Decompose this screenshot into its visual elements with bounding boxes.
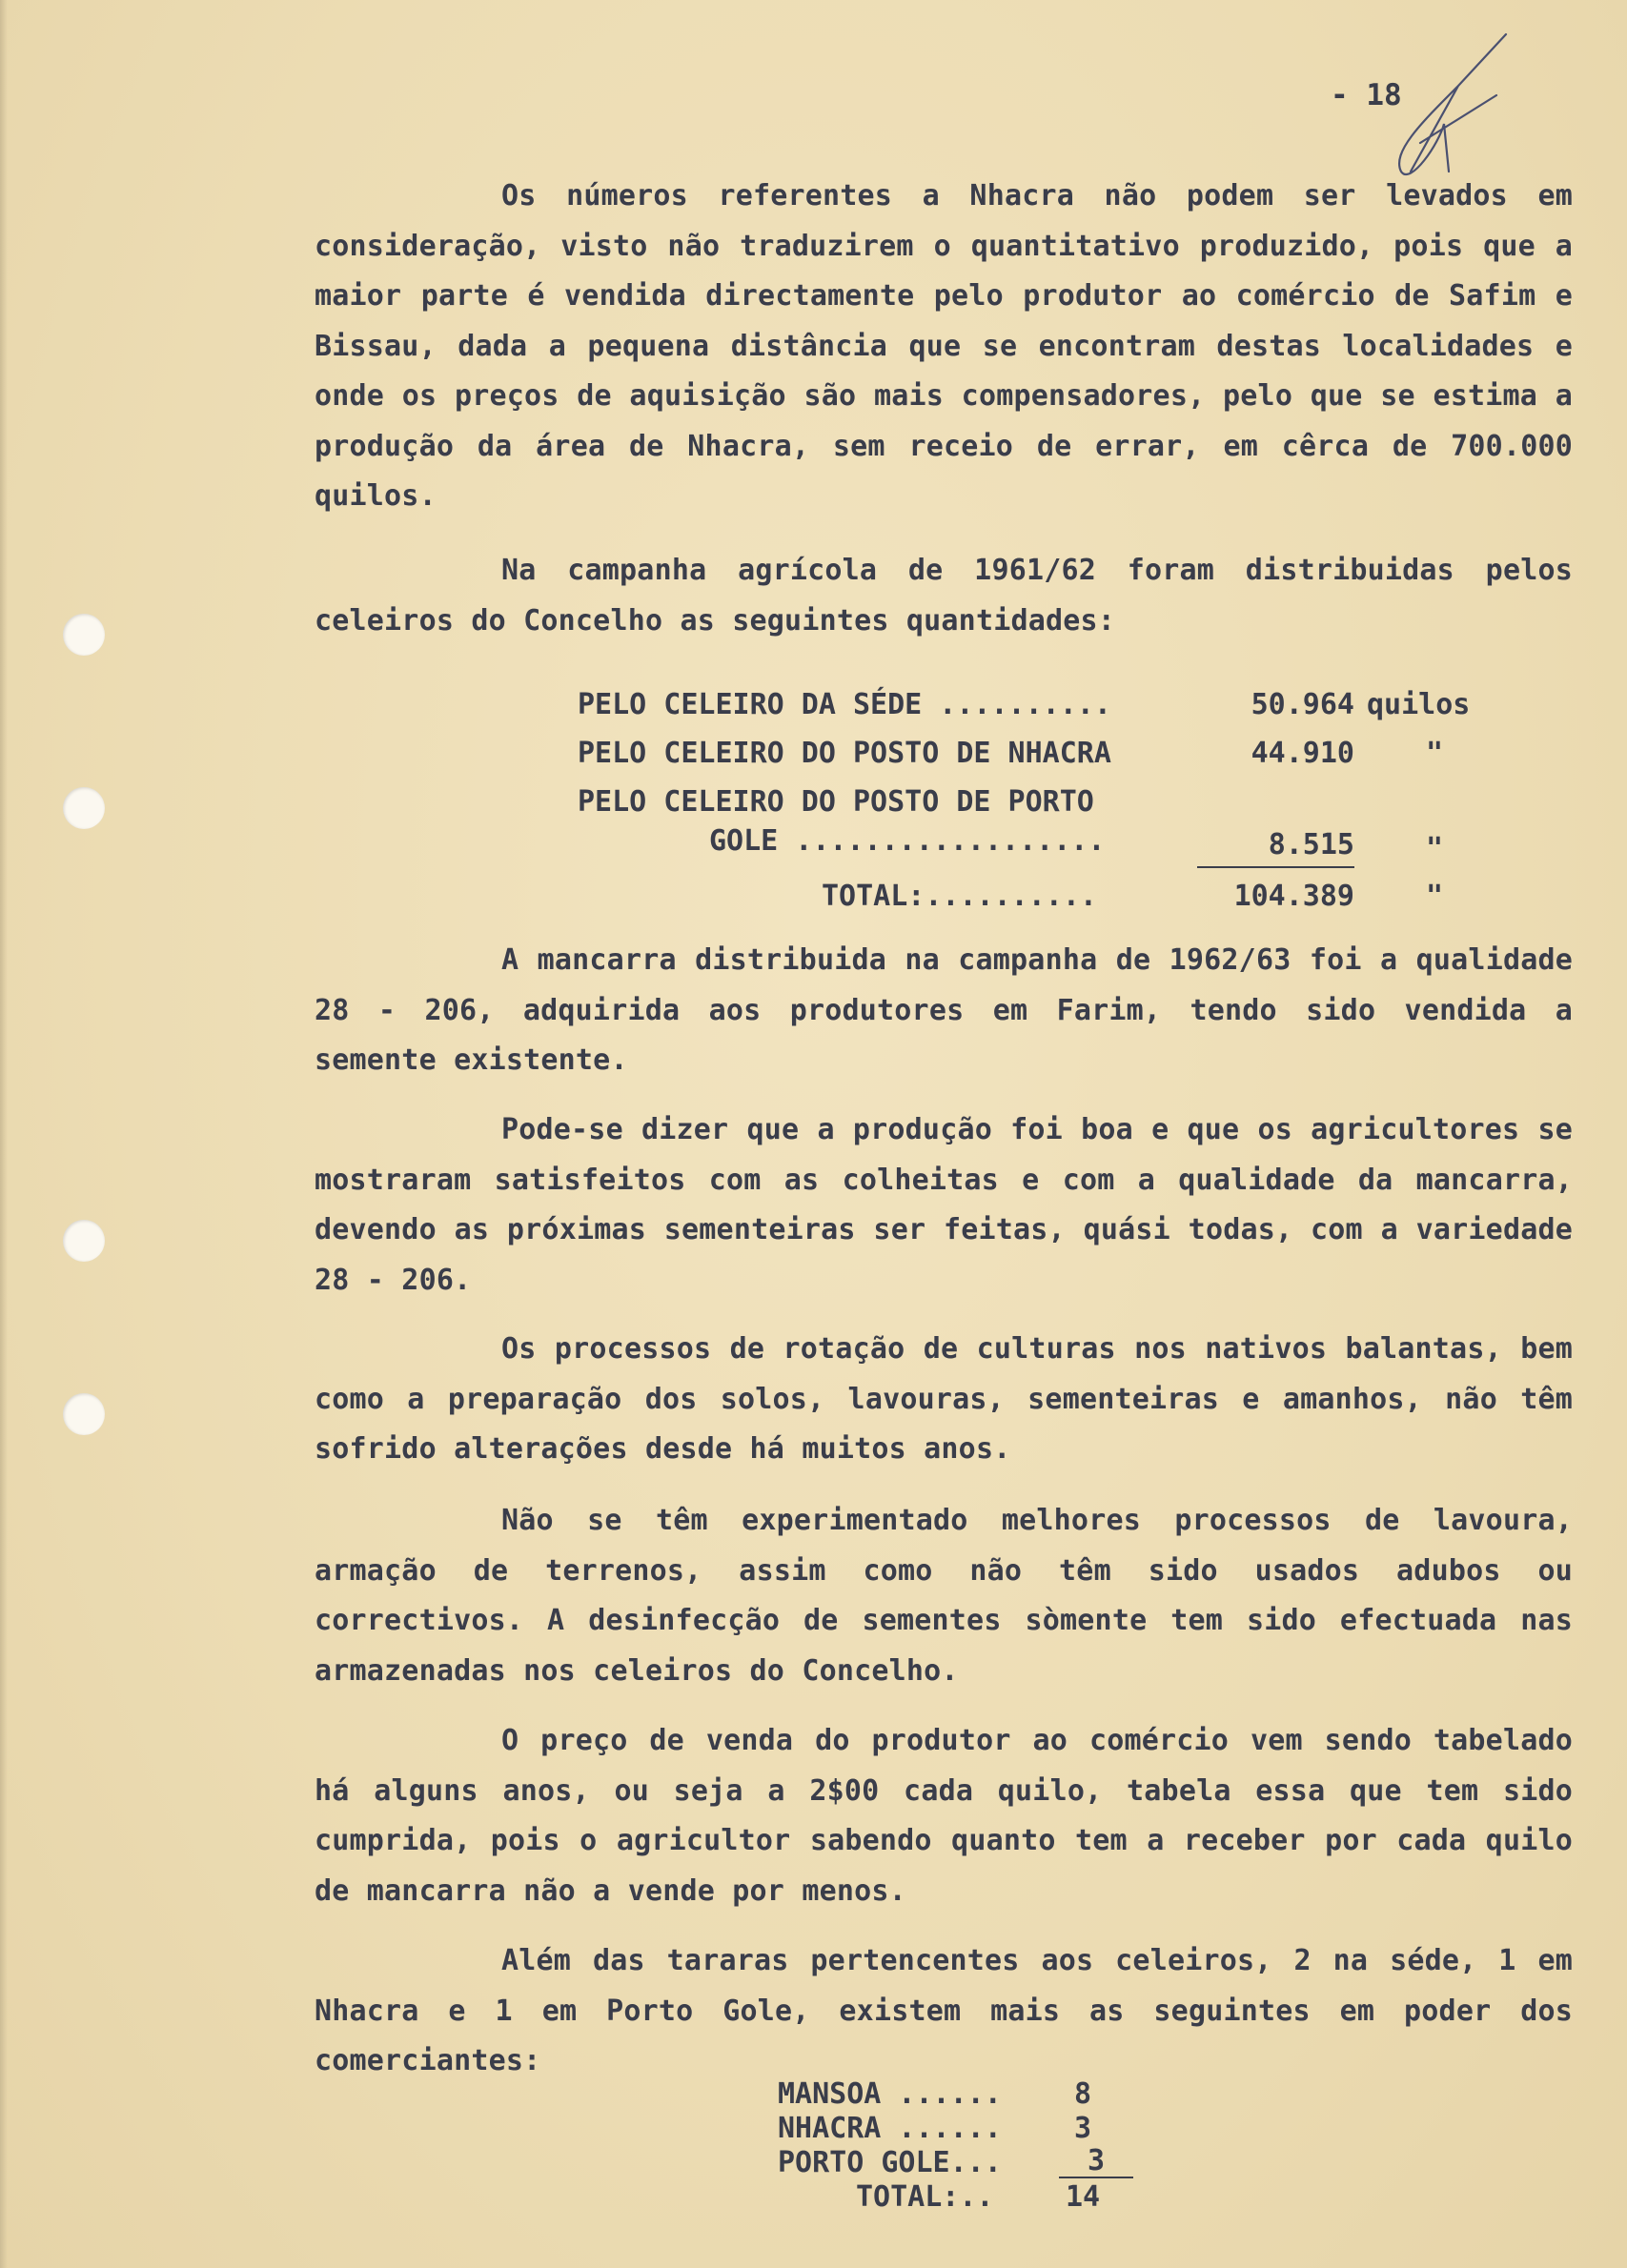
page-number: - 18 bbox=[1331, 78, 1402, 112]
paragraph-7: O preço de venda do produtor ao comércio vem sendo tabelado há alguns anos, ou seja a 2$00 cada quilo, tabela essa que tem sido cumprida, pois o agricultor sabendo quanto tem a receber por cada quilo de mancarra não a vende por menos. bbox=[315, 1724, 1573, 1908]
table-row bbox=[578, 680, 1493, 729]
table-total-row bbox=[778, 2180, 1159, 2218]
total-value: 14 bbox=[1065, 2180, 1101, 2214]
punch-hole bbox=[63, 614, 105, 656]
row-value: 8.515 bbox=[1197, 824, 1354, 868]
punch-hole bbox=[63, 787, 105, 829]
row-value: 8 bbox=[1073, 2077, 1092, 2111]
punch-hole bbox=[63, 1393, 105, 1435]
row-label: MANSOA ...... bbox=[778, 2077, 1002, 2111]
row-unit: " bbox=[1426, 737, 1444, 770]
row-unit: quilos bbox=[1367, 688, 1471, 721]
total-value: 104.389 bbox=[1233, 880, 1354, 913]
row-value: 50.964 bbox=[1251, 688, 1354, 721]
row-label: GOLE .................. bbox=[709, 824, 1106, 858]
row-unit: " bbox=[1426, 832, 1444, 865]
row-value: 3 bbox=[1073, 2112, 1092, 2145]
paragraph-1: Os números referentes a Nhacra não podem ser levados em consideração, visto não traduzirem o quantitativo produzido, pois que a maior parte é vendida directamente pelo produtor ao comércio de Safim e Bissau, dada a pequena distância que se encontram destas localidades e onde os preços de aquisição são mais compensadores, pelo que se estima a produção da área de Nhacra, sem receio de errar, em cêrca de 700.000 quilos. bbox=[315, 179, 1573, 513]
table-row bbox=[778, 2146, 1159, 2180]
distribution-table bbox=[578, 680, 1493, 921]
paragraph-8: Além das tararas pertencentes aos celeiros, 2 na séde, 1 em Nhacra e 1 em Porto Gole, existem mais as seguintes em poder dos comerciantes: bbox=[315, 1944, 1573, 2077]
paragraph-5: Os processos de rotação de culturas nos nativos balantas, bem como a preparação dos solos, lavouras, sementeiras e amanhos, não têm sofrido alterações desde há muitos anos. bbox=[315, 1332, 1573, 1466]
paragraph-6: Não se têm experimentado melhores processos de lavoura, armação de terrenos, assim como não têm sido usados adubos ou correctivos. A desinfecção de sementes sòmente tem sido efectuada nas armazenadas nos celeiros do Concelho. bbox=[315, 1504, 1573, 1688]
table-total-row bbox=[578, 872, 1493, 921]
row-label: NHACRA ...... bbox=[778, 2112, 1002, 2145]
row-value: 44.910 bbox=[1251, 737, 1354, 770]
table-row bbox=[778, 2077, 1159, 2112]
table-row bbox=[578, 826, 1493, 872]
paragraph-2: Na campanha agrícola de 1961/62 foram distribuidas pelos celeiros do Concelho as seguintes quantidades: bbox=[315, 554, 1573, 638]
row-label: PELO CELEIRO DA SÉDE .......... bbox=[578, 688, 1111, 721]
paragraph-4: Pode-se dizer que a produção foi boa e que os agricultores se mostraram satisfeitos com as colheitas e com a qualidade da mancarra, devendo as próximas sementeiras ser feitas, quási todas, com a variedade 28 - 206. bbox=[315, 1113, 1573, 1297]
total-unit: " bbox=[1426, 880, 1444, 913]
table-row bbox=[578, 729, 1493, 778]
row-label: PORTO GOLE... bbox=[778, 2146, 1002, 2179]
punch-hole bbox=[63, 1220, 105, 1262]
row-label: PELO CELEIRO DO POSTO DE PORTO bbox=[578, 785, 1094, 819]
signature-mark bbox=[1353, 29, 1525, 191]
row-value: 3 bbox=[1059, 2146, 1133, 2178]
row-label: PELO CELEIRO DO POSTO DE NHACRA bbox=[578, 737, 1111, 770]
page-edge-shadow bbox=[0, 0, 8, 2268]
tararas-table bbox=[778, 2077, 1159, 2218]
table-row bbox=[778, 2112, 1159, 2146]
paragraph-3: A mancarra distribuida na campanha de 1962/63 foi a qualidade 28 - 206, adquirida aos produtores em Farim, tendo sido vendida a semente existente. bbox=[315, 943, 1573, 1077]
total-label: TOTAL:.. bbox=[856, 2180, 994, 2214]
total-label: TOTAL:.......... bbox=[822, 880, 1097, 913]
